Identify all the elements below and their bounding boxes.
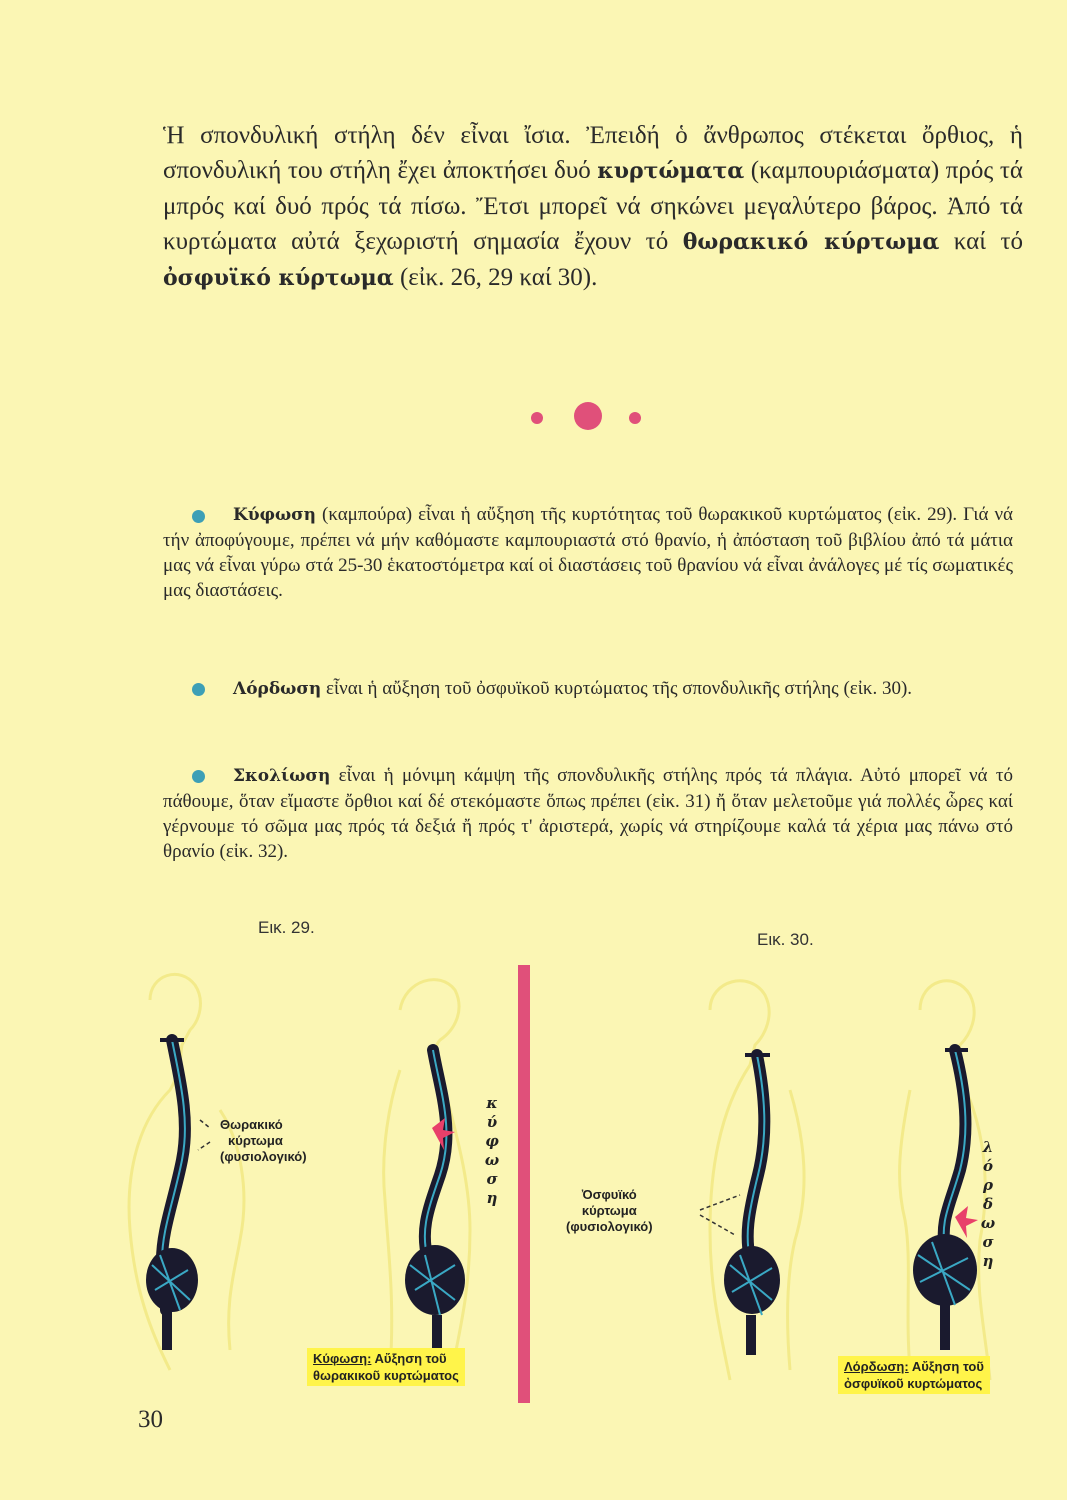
fig29-label-line: Θωρακικό (220, 1117, 283, 1132)
intro-text-2: (καμπουριάσματα) πρός τά μπρός καί δυό πρός τά πίσω. Ἔτσι μπορεῖ νά σηκώνει μεγαλύτερο βάρος. Ἀπό τά κυρτώματα αὐτά ξεχωριστή σημασία ἔχουν τό (163, 157, 1023, 255)
lordosis-term: Λόρδωση (233, 679, 322, 699)
vertical-letter: φ (485, 1132, 499, 1150)
vertical-letter: λ (982, 1138, 994, 1156)
fig29-box-line2: θωρακικοῦ κυρτώματος (313, 1368, 459, 1383)
vertical-letter: σ (982, 1233, 994, 1251)
fig30-label-line: (φυσιολογικό) (566, 1219, 653, 1234)
fig29-highlight-box (307, 1348, 465, 1386)
lordosis-text: εἶναι ἡ αὔξηση τοῦ ὀσφυϊκοῦ κυρτώματος τῆς σπονδυλικῆς στήλης (εἰκ. 30). (321, 678, 913, 699)
intro-term-thoracic: θωρακικό κύρτωμα (682, 229, 940, 255)
scoliosis-text: εἶναι ἡ μόνιμη κάμψη τῆς σπονδυλικῆς στήλης πρός τά πλάγια. Αὐτό μπορεῖ νά τό πάθουμε, ὅταν εἴμαστε ὄρθιοι καί δέ στεκόμαστε ὅπως πρέπει (εἰκ. 31) ἤ ὅταν μελετοῦμε γιά πολλές ὧρες καί γέρνουμε τό σῶμα μας πρός τά δεξιά ἤ πρός τ' ἀριστερά, χωρίς νά στηρίζουμε καλά τά χέρια μας πάνω στό θρανίο (εἰκ. 32). (163, 765, 1013, 862)
fig30-caption: Εικ. 30. (757, 930, 814, 949)
fig29-box-rest: Αὔξηση τοῦ (371, 1351, 447, 1366)
fig29-illustration (110, 970, 510, 1390)
vertical-letter: η (486, 1189, 498, 1207)
vertical-letter: δ (982, 1195, 993, 1213)
vertical-letter: η (982, 1252, 994, 1270)
kyphosis-text: (καμπούρα) εἶναι ἡ αὔξηση τῆς κυρτότητας τοῦ θωρακικοῦ κυρτώματος (εἰκ. 29). Γιά νά τήν ἀποφύγουμε, πρέπει νά μήν καθόμαστε καμπουριαστά στό θρανίο, ἡ ἀπόσταση τοῦ βιβλίου ἀπό τά μάτια μας νά εἶναι γύρω στά 25-30 ἑκατοστόμετρα καί οἱ διαστάσεις τοῦ θρανίου νά εἶναι ἀνάλογες μέ τίς σωματικές μας διαστάσεις. (163, 504, 1013, 601)
separator-dots (520, 398, 660, 438)
page-number: 30 (138, 1406, 163, 1433)
fig29-label-line: (φυσιολογικό) (220, 1149, 307, 1164)
intro-text-1: Ἡ σπονδυλική στήλη δέν εἶναι ἴσια. Ἐπειδή ὁ ἄνθρωπος στέκεται ὄρθιος, ἡ σπονδυλική του στήλη ἔχει ἀποκτήσει δυό (163, 122, 1023, 184)
figure-divider (518, 965, 530, 1403)
intro-text-4: (εἰκ. 26, 29 καί 30). (393, 264, 598, 291)
fig29-vertical-word (484, 1094, 500, 1208)
vertical-letter: ω (980, 1214, 996, 1232)
fig29-label (220, 1117, 307, 1165)
lordosis-paragraph (163, 676, 1013, 702)
fig30-label-line: κύρτωμα (581, 1203, 637, 1218)
intro-term-curvatures: κυρτώματα (597, 158, 745, 184)
fig30-box-rest: Αὔξηση τοῦ (908, 1359, 984, 1374)
fig30-vertical-word (980, 1138, 996, 1271)
intro-text-3: καί τό (939, 228, 1023, 255)
vertical-letter: σ (486, 1170, 498, 1188)
fig29-label-line: κύρτωμα (228, 1133, 283, 1148)
fig29-caption: Εικ. 29. (258, 918, 315, 937)
fig30-highlight-box (838, 1356, 990, 1394)
fig30-box-term: Λόρδωση: (844, 1359, 909, 1374)
intro-term-lumbar: ὀσφυϊκό κύρτωμα (163, 265, 394, 291)
scoliosis-term: Σκολίωση (233, 766, 331, 786)
kyphosis-paragraph (163, 502, 1013, 603)
fig30-illustration (540, 970, 1040, 1390)
fig30-box-line2: ὀσφυϊκοῦ κυρτώματος (844, 1376, 983, 1391)
vertical-letter: ύ (486, 1113, 498, 1131)
kyphosis-term: Κύφωση (233, 505, 317, 525)
scoliosis-paragraph (163, 763, 1013, 864)
vertical-letter: κ (486, 1094, 498, 1112)
fig30-label (566, 1187, 653, 1235)
vertical-letter: ό (982, 1157, 993, 1175)
vertical-letter: ω (484, 1151, 500, 1169)
vertical-letter: ρ (983, 1176, 993, 1194)
intro-paragraph (163, 118, 1023, 296)
fig30-label-line: Ὀσφυϊκό (581, 1187, 637, 1202)
fig29-box-term: Κύφωση: (313, 1351, 372, 1366)
